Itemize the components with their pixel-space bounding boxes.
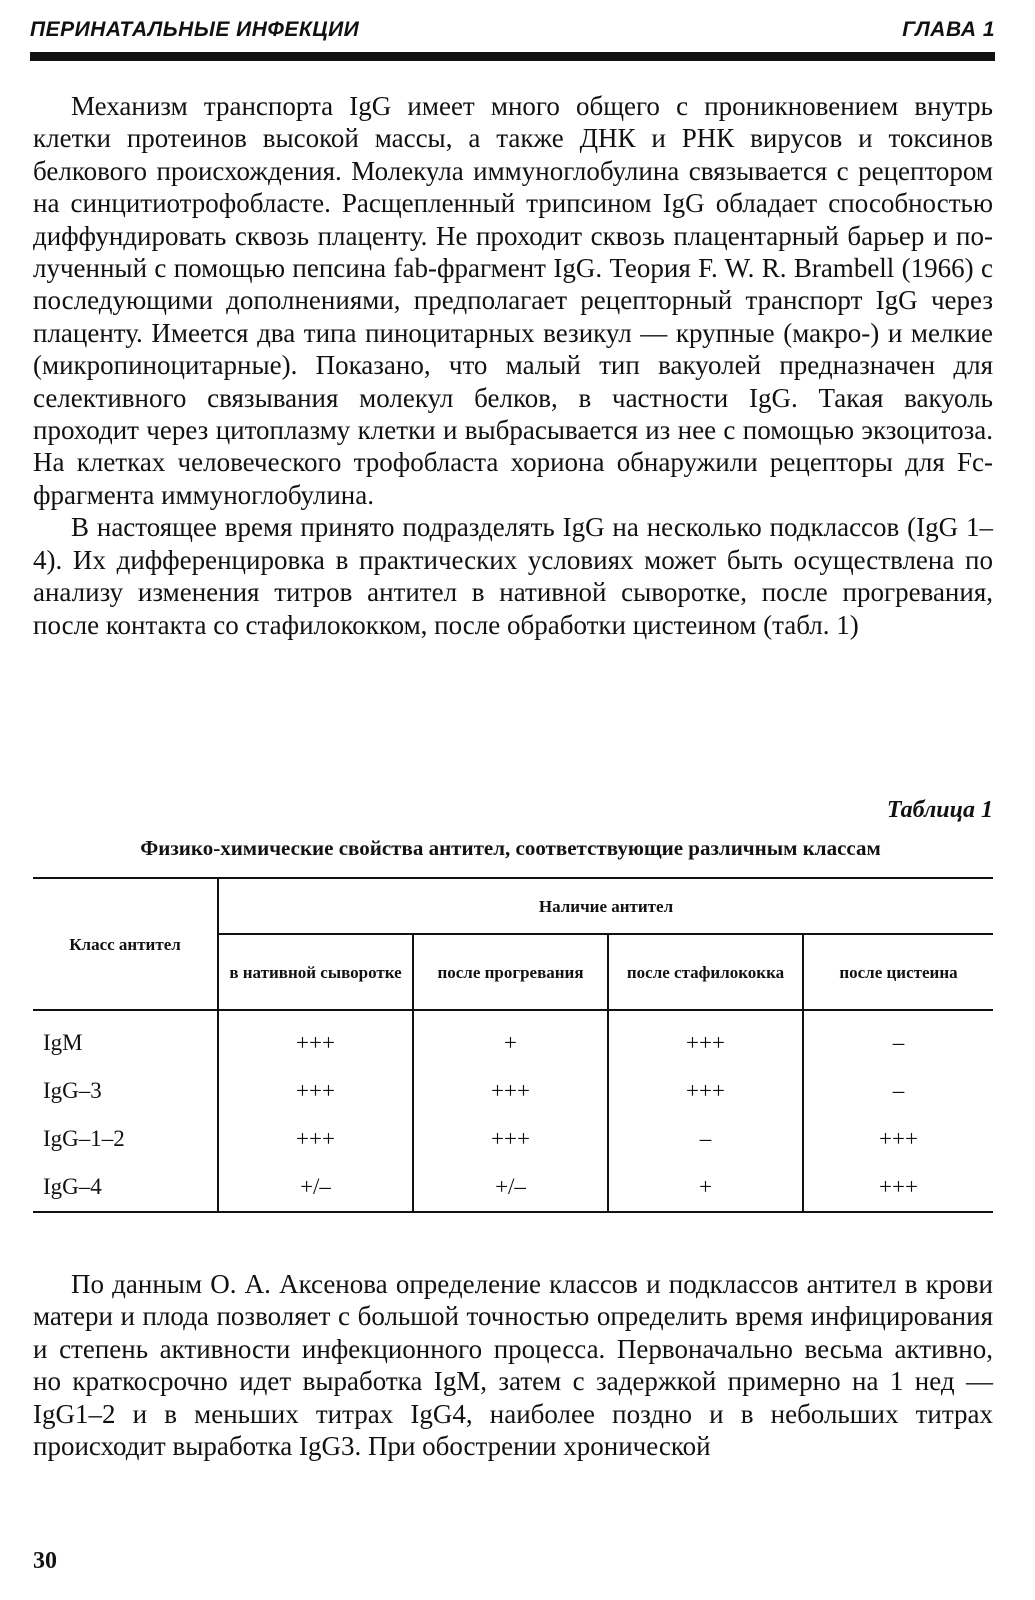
column-header: после стафилококка — [608, 934, 803, 1010]
table-cell: +++ — [218, 1067, 413, 1115]
paragraph: Механизм транспорта IgG имеет много общего с проникновением внутрь клетки протеинов высокой массы, а также ДНК и РНК вирусов и токсинов белкового происхождения. Молекула иммуноглобулина связывается с рецептором на синцитиотрофобласте. Расщепленный трипсином IgG обладает способностью диффундировать сквозь плаценту. Не проходит сквозь плацентарный барьер и полученный с помощью пепсина fab-фрагмент IgG. Теория F. W. R. Brambell (1966) с последующими дополнениями, предполагает рецепторный транспорт IgG через плаценту. Имеется два типа пиноцитарных везикул — крупные (макро-) и мелкие (микропиноцитарные). Показано, что малый тип вакуолей предназначен для селективного связывания молекул белков, в частности IgG. Такая вакуоль проходит через цитоплазму клетки и выбрасывается из нее с помощью экзоцитоза. На клетках человеческого трофобласта хориона обнаружили рецепторы для Fc-фрагмента иммуноглобулина. — [33, 91, 993, 510]
header-rule — [30, 52, 995, 61]
table-cell: +++ — [608, 1067, 803, 1115]
column-header: после цистеина — [803, 934, 993, 1010]
body-text-top — [33, 90, 993, 641]
table-cell: – — [608, 1115, 803, 1163]
table-cell: +++ — [413, 1067, 608, 1115]
chapter-label: ГЛАВА 1 — [902, 18, 995, 41]
row-class: IgG–3 — [33, 1067, 218, 1115]
paragraph: По данным О. А. Аксенова определение классов и подклассов антител в крови матери и плода позволяет с большой точностью определить время инфицирования и степень активности инфекционного процесса. Первоначально весьма активно, но краткосрочно идет выработка IgM, затем с задержкой примерно на 1 нед — IgG1–2 и в меньших титрах IgG4, наиболее поздно и в небольших титрах происходит выработка IgG3. При обострении хронической — [33, 1269, 993, 1462]
group-header: Наличие антител — [218, 878, 993, 934]
table-cell: +/– — [413, 1163, 608, 1212]
row-class: IgG–4 — [33, 1163, 218, 1212]
table-row — [33, 1067, 993, 1115]
table-cell: +++ — [608, 1010, 803, 1067]
table-cell: +++ — [803, 1115, 993, 1163]
table-cell: +++ — [218, 1115, 413, 1163]
table-cell: +++ — [413, 1115, 608, 1163]
paragraph: В настоящее время принято подразделять IgG на несколько подклассов (IgG 1–4). Их дифференцировка в практических условиях может быть осуществлена по анализу изменения титров антител в нативной сыворотке, после прогревания, после контакта со стафилококком, после обработки цистеином (табл. 1) — [33, 512, 993, 640]
table-cell: – — [803, 1010, 993, 1067]
table-cell: +/– — [218, 1163, 413, 1212]
class-column-header: Класс антител — [33, 878, 218, 1010]
table-cell: + — [608, 1163, 803, 1212]
section-title: ПЕРИНАТАЛЬНЫЕ ИНФЕКЦИИ — [30, 18, 360, 41]
table-number: Таблица 1 — [886, 797, 993, 823]
table-row — [33, 1010, 993, 1067]
antibody-properties-table — [33, 877, 993, 1213]
table-cell: +++ — [218, 1010, 413, 1067]
column-header: в нативной сыворотке — [218, 934, 413, 1010]
table-title: Физико-химические свойства антител, соответствующие различным классам — [140, 836, 881, 860]
table-cell: – — [803, 1067, 993, 1115]
column-header: после прогревания — [413, 934, 608, 1010]
table-cell: + — [413, 1010, 608, 1067]
running-head — [30, 18, 995, 48]
body-text-bottom — [33, 1268, 993, 1462]
table-cell: +++ — [803, 1163, 993, 1212]
table-row — [33, 1115, 993, 1163]
row-class: IgM — [33, 1010, 218, 1067]
row-class: IgG–1–2 — [33, 1115, 218, 1163]
page-number: 30 — [33, 1548, 57, 1574]
table-row — [33, 1163, 993, 1212]
